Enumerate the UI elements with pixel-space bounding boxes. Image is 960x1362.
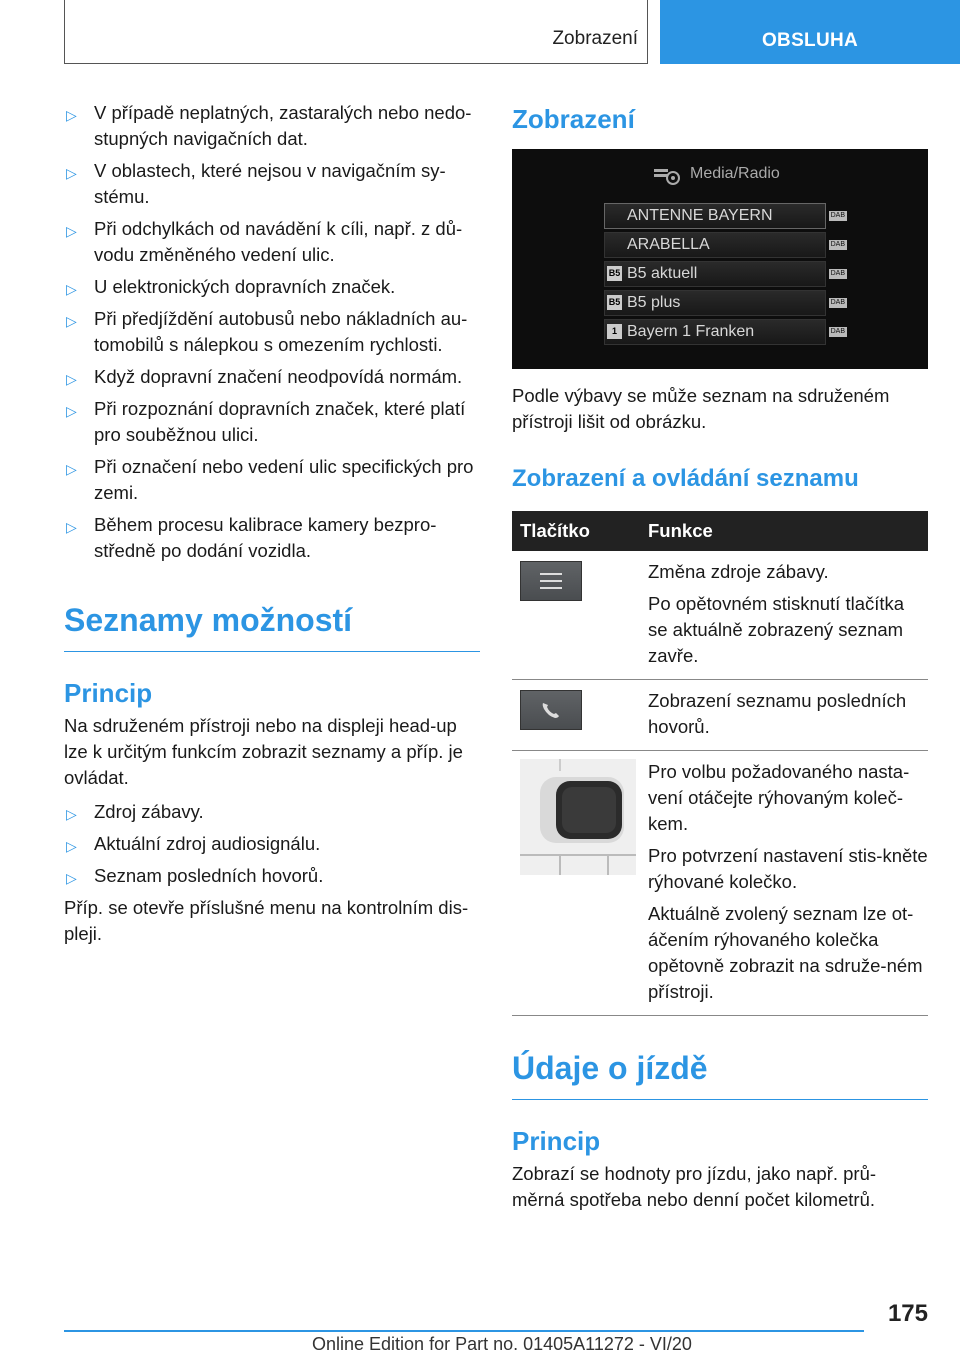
list-item-text: Zdroj zábavy. (94, 801, 204, 822)
page-number: 175 (887, 1300, 928, 1327)
bullet-triangle-icon: ▷ (66, 223, 77, 239)
station-logo: 1 (607, 324, 622, 339)
bullet-triangle-icon: ▷ (66, 281, 77, 297)
bullet-triangle-icon: ▷ (66, 870, 77, 886)
trip-data-paragraph: Zobrazí se hodnoty pro jízdu, jako např. prů-měrná spotřeba nebo denní počet kilometrů. (512, 1163, 877, 1210)
table-row (512, 680, 928, 751)
table-row (512, 551, 928, 680)
list-icon (520, 561, 582, 601)
station-row (604, 232, 845, 258)
list-item-text: Aktuální zdroj audiosignálu. (94, 833, 321, 854)
bullet-triangle-icon: ▷ (66, 461, 77, 477)
table-header-button: Tlačítko (512, 511, 640, 551)
dab-badge: DAB (830, 299, 845, 306)
list-item (64, 216, 480, 268)
header-section-title: Zobrazení (552, 28, 638, 49)
function-text: Po opětovném stisknutí tlačítka se aktuálně zobrazený seznam zavře. (648, 593, 905, 666)
list-types (64, 799, 480, 889)
bullet-triangle-icon: ▷ (66, 371, 77, 387)
station-row (604, 261, 845, 287)
bullet-triangle-icon: ▷ (66, 403, 77, 419)
subheading-principle: Princip (64, 678, 153, 708)
button-function-table (512, 511, 928, 1016)
list-item (64, 799, 480, 825)
station-row (604, 290, 845, 316)
list-item (64, 831, 480, 857)
dab-badge: DAB (830, 328, 845, 335)
menu-note: Příp. se otevře příslušné menu na kontrolním dis-pleji. (64, 897, 469, 944)
station-label: B5 aktuell (627, 265, 698, 282)
display-screenshot (512, 149, 928, 369)
footer-rule (64, 1330, 864, 1332)
media-radio-icon (652, 165, 682, 187)
table-header-function: Funkce (640, 511, 928, 551)
table-cell-button (512, 751, 640, 1016)
condition-list (64, 100, 480, 564)
principle-paragraph: Na sdruženém přístroji nebo na displeji head-up lze k určitým funkcím zobrazit seznamy a příp. je ovládat. (64, 715, 463, 788)
function-text: Změna zdroje zábavy. (648, 561, 829, 582)
table-cell-function (640, 680, 928, 751)
bullet-triangle-icon: ▷ (66, 313, 77, 329)
station-row (604, 203, 845, 229)
table-cell-button (512, 680, 640, 751)
list-item-text: Při rozpoznání dopravních značek, které platí pro souběžnou ulici. (94, 398, 466, 445)
list-item (64, 158, 480, 210)
bullet-triangle-icon: ▷ (66, 806, 77, 822)
header-chapter-tab: OBSLUHA (660, 0, 960, 64)
function-text: Aktuálně zvolený seznam lze ot-áčením rýhovaného kolečka opětovně zobrazit na sdruže-ném přístroji. (648, 903, 923, 1002)
display-caption: Podle výbavy se může seznam na sdruženém přístroji lišit od obrázku. (512, 385, 890, 432)
station-label: ARABELLA (627, 236, 710, 253)
bullet-triangle-icon: ▷ (66, 838, 77, 854)
list-item-text: V případě neplatných, zastaralých nebo nedo-stupných navigačních dat. (94, 102, 472, 149)
list-item-text: Když dopravní značení neodpovídá normám. (94, 366, 463, 387)
station-label: Bayern 1 Franken (627, 323, 755, 340)
list-item (64, 306, 480, 358)
list-item-text: Při označení nebo vedení ulic specifických pro zemi. (94, 456, 474, 503)
bullet-triangle-icon: ▷ (66, 165, 77, 181)
table-cell-button (512, 551, 640, 680)
list-item-text: U elektronických dopravních značek. (94, 276, 396, 297)
dab-badge: DAB (830, 270, 845, 277)
edition-note: Online Edition for Part no. 01405A11272 - VI/20 (312, 1334, 692, 1354)
list-item-text: V oblastech, které nejsou v navigačním sy-stému. (94, 160, 446, 207)
function-text: Pro volbu požadovaného nasta-vení otáčejte rýhovaným koleč-kem. (648, 761, 910, 834)
list-item-text: Seznam posledních hovorů. (94, 865, 324, 886)
dab-badge: DAB (830, 241, 845, 248)
bullet-triangle-icon: ▷ (66, 519, 77, 535)
station-label: ANTENNE BAYERN (627, 207, 773, 224)
list-item-text: Během procesu kalibrace kamery bezpro-středně po dodání vozidla. (94, 514, 437, 561)
list-item (64, 364, 480, 390)
list-item-text: Při předjíždění autobusů nebo nákladních au-tomobilů s nálepkou s omezením rychlosti. (94, 308, 468, 355)
station-logo: B5 (607, 266, 622, 281)
dab-badge: DAB (830, 212, 845, 219)
function-text: Pro potvrzení nastavení stis-kněte rýhované kolečko. (648, 845, 928, 892)
station-row (604, 319, 845, 345)
table-row (512, 751, 928, 1016)
station-logo: B5 (607, 295, 622, 310)
subheading-principle-2: Princip (512, 1126, 601, 1156)
bullet-triangle-icon: ▷ (66, 107, 77, 123)
subheading-list-control: Zobrazení a ovládání seznamu (512, 465, 859, 492)
list-item (64, 863, 480, 889)
table-cell-function (640, 751, 928, 1016)
station-list (604, 203, 845, 348)
subheading-display: Zobrazení (512, 104, 635, 134)
list-item (64, 396, 480, 448)
section-heading-options-lists: Seznamy možností (64, 602, 480, 652)
left-column (64, 100, 480, 947)
list-item-text: Při odchylkách od navádění k cíli, např. z dů-vodu změněného vedení ulic. (94, 218, 463, 265)
list-item (64, 100, 480, 152)
list-item (64, 454, 480, 506)
function-text: Zobrazení seznamu posledních hovorů. (648, 690, 907, 737)
phone-icon (520, 690, 582, 730)
station-label: B5 plus (627, 294, 681, 311)
right-column (512, 100, 928, 1213)
screen-title: Media/Radio (690, 165, 780, 182)
thumbwheel-icon (520, 759, 636, 875)
section-heading-trip-data: Údaje o jízdě (512, 1050, 928, 1100)
list-item (64, 274, 480, 300)
list-item (64, 512, 480, 564)
table-cell-function (640, 551, 928, 680)
